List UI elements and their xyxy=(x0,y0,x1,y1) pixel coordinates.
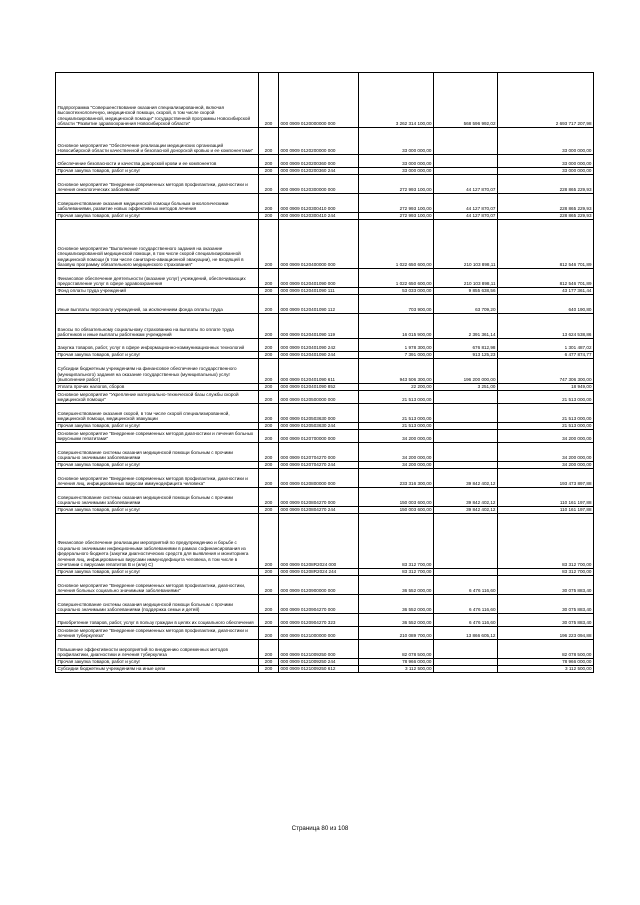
row-rest-cell: 33 000 000,00 xyxy=(498,155,594,168)
row-plan-cell: 78 966 000,00 xyxy=(359,659,434,666)
row-name-cell: Прочая закупка товаров, работ и услуг xyxy=(56,507,259,514)
row-name-cell: Основное мероприятие "Выполнение государственного задания на оказание специализированной медицинской помощи, в том числе скорой специализированной медицинской помощи (в том числе санитарно-авиационной эвакуации), не входящей в базовую программу обязательного медицинского страхования" xyxy=(56,220,259,269)
table-row xyxy=(56,430,594,443)
row-rest-cell: 78 966 000,00 xyxy=(498,659,594,666)
row-name-cell: Субсидии бюджетным учреждениям на финансовое обеспечение государственного (муниципального) задания на оказание государственных (муниципальных) услуг (выполнение работ) xyxy=(56,359,259,384)
row-kbk-cell: 000 0909 01208R2024 000 xyxy=(279,514,359,569)
row-kbk-cell: 000 0909 0120401090 611 xyxy=(279,359,359,384)
row-name-cell: Прочая закупка товаров, работ и услуг xyxy=(56,352,259,359)
row-code-cell: 200 xyxy=(259,430,279,443)
row-plan-cell: 1 022 650 600,00 xyxy=(359,220,434,269)
row-code-cell: 200 xyxy=(259,220,279,269)
row-code-cell: 200 xyxy=(259,288,279,295)
table-row xyxy=(56,443,594,462)
row-exec-cell: 44 127 870,07 xyxy=(434,194,498,213)
table-row xyxy=(56,295,594,314)
table-row xyxy=(56,339,594,352)
row-name-cell: Совершенствование системы оказания медицинской помощи больным с прочими социально значимыми заболеваниями (поддержка семьи и детей) xyxy=(56,595,259,614)
row-kbk-cell: 000 0909 0120401090 119 xyxy=(279,314,359,339)
table-row xyxy=(56,175,594,194)
row-name-cell: Основное мероприятие "Внедрение современных методов профилактики, диагностики и лечения туберкулеза" xyxy=(56,627,259,640)
row-code-cell: 200 xyxy=(259,391,279,404)
row-name-cell: Закупка товаров, работ, услуг в сфере информационно-коммуникационных технологий xyxy=(56,339,259,352)
row-exec-cell xyxy=(434,423,498,430)
row-exec-cell: 6 476 116,60 xyxy=(434,595,498,614)
row-exec-cell: 210 103 898,11 xyxy=(434,220,498,269)
row-kbk-cell: 000 0909 0120800000 000 xyxy=(279,469,359,488)
row-rest-cell: 30 075 883,40 xyxy=(498,614,594,627)
row-plan-cell: 1 022 650 600,00 xyxy=(359,269,434,288)
row-code-cell: 200 xyxy=(259,627,279,640)
table-row xyxy=(56,627,594,640)
row-exec-cell: 210 103 898,11 xyxy=(434,269,498,288)
row-kbk-cell: 000 0909 0120804270 244 xyxy=(279,507,359,514)
row-rest-cell: 640 190,80 xyxy=(498,295,594,314)
row-name-cell: Основное мероприятие "Обеспечение реализации медицинских организаций Новосибирской области качественной и безопасной донорской кровью и ее компонентами" xyxy=(56,128,259,155)
row-exec-cell xyxy=(434,640,498,659)
row-plan-cell: 21 513 000,00 xyxy=(359,423,434,430)
row-exec-cell: 44 127 870,07 xyxy=(434,175,498,194)
row-code-cell: 200 xyxy=(259,614,279,627)
row-exec-cell: 13 866 605,12 xyxy=(434,627,498,640)
row-code-cell: 200 xyxy=(259,73,279,128)
row-plan-cell: 83 312 700,00 xyxy=(359,514,434,569)
row-rest-cell: 193 473 897,88 xyxy=(498,469,594,488)
row-kbk-cell: 000 0909 0120401090 112 xyxy=(279,295,359,314)
page-number: Страница 80 из 108 xyxy=(291,825,349,832)
row-code-cell: 200 xyxy=(259,295,279,314)
row-rest-cell: 228 865 229,93 xyxy=(498,213,594,220)
row-code-cell: 200 xyxy=(259,359,279,384)
table-row xyxy=(56,595,594,614)
row-plan-cell: 150 003 600,00 xyxy=(359,507,434,514)
row-kbk-cell: 000 0909 0120904270 323 xyxy=(279,614,359,627)
row-kbk-cell: 000 0909 0120804270 000 xyxy=(279,488,359,507)
row-rest-cell: 110 161 197,88 xyxy=(498,488,594,507)
row-plan-cell: 22 200,00 xyxy=(359,384,434,391)
row-plan-cell: 34 200 000,00 xyxy=(359,462,434,469)
table-row xyxy=(56,288,594,295)
row-kbk-cell: 000 0909 0121009250 612 xyxy=(279,666,359,673)
row-rest-cell: 747 306 300,00 xyxy=(498,359,594,384)
row-name-cell: Основное мероприятие "Укрепление материально-технической базы службы скорой медицинской помощи" xyxy=(56,391,259,404)
row-rest-cell: 34 200 000,00 xyxy=(498,443,594,462)
table-row xyxy=(56,469,594,488)
row-plan-cell: 272 993 100,00 xyxy=(359,213,434,220)
row-code-cell: 200 xyxy=(259,443,279,462)
table-row xyxy=(56,404,594,423)
row-plan-cell: 21 513 000,00 xyxy=(359,404,434,423)
table-row xyxy=(56,507,594,514)
row-exec-cell xyxy=(434,462,498,469)
row-kbk-cell: 000 0909 0120400000 000 xyxy=(279,220,359,269)
row-plan-cell: 36 552 000,00 xyxy=(359,576,434,595)
row-exec-cell xyxy=(434,168,498,175)
row-rest-cell: 812 546 701,89 xyxy=(498,220,594,269)
row-name-cell: Обеспечение безопасности и качества донорской крови и ее компонентов xyxy=(56,155,259,168)
row-name-cell: Подпрограмма "Совершенствование оказания специализированной, включая высокотехнологичную, медицинской помощи, скорой, в том числе скорой специализированной, медицинской помощи" государственной программы Новосибирской области "Развитие здравоохранения Новосибирской области" xyxy=(56,73,259,128)
row-code-cell: 200 xyxy=(259,469,279,488)
row-code-cell: 200 xyxy=(259,404,279,423)
row-name-cell: Совершенствование системы оказания медицинской помощи больным с прочими социально значимыми заболеваниями xyxy=(56,443,259,462)
row-kbk-cell: 000 0909 0120300410 244 xyxy=(279,213,359,220)
table-row xyxy=(56,569,594,576)
row-code-cell: 200 xyxy=(259,640,279,659)
row-rest-cell: 3 112 500,00 xyxy=(498,666,594,673)
row-code-cell: 200 xyxy=(259,595,279,614)
row-rest-cell: 21 513 000,00 xyxy=(498,404,594,423)
row-kbk-cell: 000 0909 0120200000 000 xyxy=(279,128,359,155)
row-rest-cell: 43 177 361,44 xyxy=(498,288,594,295)
row-kbk-cell: 000 0909 0120200360 000 xyxy=(279,155,359,168)
row-exec-cell: 39 842 402,12 xyxy=(434,488,498,507)
row-name-cell: Совершенствование оказания скорой, в том числе скорой специализированной, медицинской помощи, медицинской эвакуации xyxy=(56,404,259,423)
row-plan-cell: 34 200 000,00 xyxy=(359,443,434,462)
row-plan-cell: 3 112 500,00 xyxy=(359,666,434,673)
row-code-cell: 200 xyxy=(259,576,279,595)
row-plan-cell: 233 316 300,00 xyxy=(359,469,434,488)
table-row xyxy=(56,220,594,269)
table-row xyxy=(56,423,594,430)
budget-table xyxy=(55,72,594,673)
budget-table-body xyxy=(56,73,594,673)
row-exec-cell: 913 125,23 xyxy=(434,352,498,359)
row-kbk-cell: 000 0909 0120500000 000 xyxy=(279,391,359,404)
row-name-cell: Прочая закупка товаров, работ и услуг xyxy=(56,423,259,430)
row-code-cell: 200 xyxy=(259,168,279,175)
row-rest-cell: 33 000 000,00 xyxy=(498,128,594,155)
row-name-cell: Основное мероприятие "Внедрение современных методов профилактики, диагностики и лечения онкологических заболеваний" xyxy=(56,175,259,194)
row-rest-cell: 82 078 500,00 xyxy=(498,640,594,659)
row-name-cell: Повышение эффективности мероприятий по внедрению современных методов профилактики, диагностики и лечения туберкулеза xyxy=(56,640,259,659)
table-row xyxy=(56,384,594,391)
row-exec-cell: 3 251,00 xyxy=(434,384,498,391)
row-plan-cell: 36 552 000,00 xyxy=(359,595,434,614)
row-code-cell: 200 xyxy=(259,175,279,194)
row-plan-cell: 210 089 700,00 xyxy=(359,627,434,640)
row-plan-cell: 33 000 000,00 xyxy=(359,168,434,175)
row-name-cell: Приобретение товаров, работ, услуг в пользу граждан в целях их социального обеспечения xyxy=(56,614,259,627)
row-rest-cell: 34 200 000,00 xyxy=(498,430,594,443)
table-row xyxy=(56,666,594,673)
table-row xyxy=(56,640,594,659)
row-rest-cell: 196 223 094,88 xyxy=(498,627,594,640)
row-kbk-cell: 000 0909 0120200360 244 xyxy=(279,168,359,175)
row-name-cell: Прочая закупка товаров, работ и услуг xyxy=(56,659,259,666)
row-kbk-cell: 000 0909 0120503630 244 xyxy=(279,423,359,430)
row-exec-cell: 2 391 361,14 xyxy=(434,314,498,339)
row-code-cell: 200 xyxy=(259,128,279,155)
row-plan-cell: 36 552 000,00 xyxy=(359,614,434,627)
table-row xyxy=(56,168,594,175)
row-kbk-cell: 000 0909 0121009250 244 xyxy=(279,659,359,666)
row-rest-cell: 34 200 000,00 xyxy=(498,462,594,469)
row-kbk-cell: 000 0909 0120704270 244 xyxy=(279,462,359,469)
row-code-cell: 200 xyxy=(259,384,279,391)
row-plan-cell: 3 262 314 100,00 xyxy=(359,73,434,128)
table-row xyxy=(56,514,594,569)
row-code-cell: 200 xyxy=(259,488,279,507)
table-row xyxy=(56,352,594,359)
row-rest-cell: 110 161 197,88 xyxy=(498,507,594,514)
row-kbk-cell: 000 0909 0120300410 000 xyxy=(279,194,359,213)
row-exec-cell: 568 596 992,02 xyxy=(434,73,498,128)
row-code-cell: 200 xyxy=(259,213,279,220)
table-row xyxy=(56,128,594,155)
row-exec-cell: 39 842 402,12 xyxy=(434,507,498,514)
table-row xyxy=(56,194,594,213)
row-name-cell: Прочая закупка товаров, работ и услуг xyxy=(56,569,259,576)
table-row xyxy=(56,391,594,404)
row-plan-cell: 21 513 000,00 xyxy=(359,391,434,404)
row-plan-cell: 16 015 900,00 xyxy=(359,314,434,339)
row-code-cell: 200 xyxy=(259,155,279,168)
row-kbk-cell: 000 0909 0120503630 000 xyxy=(279,404,359,423)
table-row xyxy=(56,359,594,384)
row-kbk-cell: 000 0909 0120000000 000 xyxy=(279,73,359,128)
row-exec-cell xyxy=(434,128,498,155)
row-plan-cell: 33 000 000,00 xyxy=(359,155,434,168)
row-exec-cell: 676 812,98 xyxy=(434,339,498,352)
row-exec-cell: 39 842 402,12 xyxy=(434,469,498,488)
row-name-cell: Прочая закупка товаров, работ и услуг xyxy=(56,168,259,175)
row-kbk-cell: 000 0909 0121000000 000 xyxy=(279,627,359,640)
row-plan-cell: 272 993 100,00 xyxy=(359,194,434,213)
row-plan-cell: 33 000 000,00 xyxy=(359,128,434,155)
row-exec-cell xyxy=(434,155,498,168)
row-rest-cell: 21 513 000,00 xyxy=(498,391,594,404)
row-kbk-cell: 000 0909 0120401090 111 xyxy=(279,288,359,295)
row-name-cell: Прочая закупка товаров, работ и услуг xyxy=(56,462,259,469)
row-name-cell: Основное мероприятие "Внедрение современных методов профилактики, диагностики и лечения лиц, инфицированных вирусом иммунодефицита человека" xyxy=(56,469,259,488)
row-kbk-cell: 000 0909 0120401090 244 xyxy=(279,352,359,359)
row-kbk-cell: 000 0909 0120401090 242 xyxy=(279,339,359,352)
row-plan-cell: 272 993 100,00 xyxy=(359,175,434,194)
row-code-cell: 200 xyxy=(259,423,279,430)
row-code-cell: 200 xyxy=(259,269,279,288)
table-row xyxy=(56,155,594,168)
row-rest-cell: 83 312 700,00 xyxy=(498,569,594,576)
row-exec-cell: 63 709,20 xyxy=(434,295,498,314)
row-rest-cell: 21 513 000,00 xyxy=(498,423,594,430)
row-exec-cell xyxy=(434,659,498,666)
row-name-cell: Субсидии бюджетным учреждениям на иные цели xyxy=(56,666,259,673)
row-exec-cell: 6 476 116,60 xyxy=(434,576,498,595)
table-row xyxy=(56,269,594,288)
row-exec-cell: 9 855 638,56 xyxy=(434,288,498,295)
row-code-cell: 200 xyxy=(259,314,279,339)
row-exec-cell: 196 200 000,00 xyxy=(434,359,498,384)
row-rest-cell: 2 693 717 207,98 xyxy=(498,73,594,128)
row-exec-cell xyxy=(434,404,498,423)
row-exec-cell: 44 127 870,07 xyxy=(434,213,498,220)
row-kbk-cell: 000 0909 0120704270 000 xyxy=(279,443,359,462)
row-code-cell: 200 xyxy=(259,507,279,514)
row-exec-cell xyxy=(434,569,498,576)
row-name-cell: Финансовое обеспечение реализации мероприятий по предупреждению и борьбе с социально значимыми инфекционными заболеваниями в рамках софинансирования из федерального бюджета (закупки диагностических средств для выявления и мониторинга лечения лиц, инфицированных вирусами иммунодефицита человека, в том числе в сочетании с вирусами гепатитов B и (или) C) xyxy=(56,514,259,569)
row-name-cell: Фонд оплаты труда учреждений xyxy=(56,288,259,295)
table-row xyxy=(56,73,594,128)
table-row xyxy=(56,462,594,469)
row-plan-cell: 1 978 300,00 xyxy=(359,339,434,352)
row-code-cell: 200 xyxy=(259,462,279,469)
row-rest-cell: 18 949,00 xyxy=(498,384,594,391)
row-name-cell: Иные выплаты персоналу учреждений, за исключением фонда оплаты труда xyxy=(56,295,259,314)
row-code-cell: 200 xyxy=(259,194,279,213)
row-code-cell: 200 xyxy=(259,659,279,666)
row-rest-cell: 1 301 487,02 xyxy=(498,339,594,352)
row-name-cell: Основное мероприятие "Внедрение современных методов профилактики, диагностики, лечения больных социально значимыми заболеваниями" xyxy=(56,576,259,595)
row-rest-cell: 228 865 229,93 xyxy=(498,194,594,213)
row-plan-cell: 703 900,00 xyxy=(359,295,434,314)
row-rest-cell: 6 477 874,77 xyxy=(498,352,594,359)
row-kbk-cell: 000 0909 0121009250 000 xyxy=(279,640,359,659)
row-kbk-cell: 000 0909 0120904270 000 xyxy=(279,595,359,614)
table-row xyxy=(56,314,594,339)
row-code-cell: 200 xyxy=(259,666,279,673)
row-plan-cell: 53 033 000,00 xyxy=(359,288,434,295)
row-rest-cell: 812 546 701,89 xyxy=(498,269,594,288)
row-kbk-cell: 000 0909 0120900000 000 xyxy=(279,576,359,595)
row-code-cell: 200 xyxy=(259,339,279,352)
row-exec-cell xyxy=(434,514,498,569)
table-row xyxy=(56,659,594,666)
row-plan-cell: 34 200 000,00 xyxy=(359,430,434,443)
row-rest-cell: 228 865 229,93 xyxy=(498,175,594,194)
row-rest-cell: 30 075 883,40 xyxy=(498,576,594,595)
row-exec-cell xyxy=(434,443,498,462)
row-plan-cell: 7 391 000,00 xyxy=(359,352,434,359)
row-code-cell: 200 xyxy=(259,514,279,569)
row-plan-cell: 943 506 300,00 xyxy=(359,359,434,384)
row-rest-cell: 83 312 700,00 xyxy=(498,514,594,569)
row-exec-cell: 6 476 116,60 xyxy=(434,614,498,627)
row-name-cell: Основное мероприятие "Внедрение современных методов диагностики и лечения больных вирусными гепатитами" xyxy=(56,430,259,443)
row-rest-cell: 13 624 538,86 xyxy=(498,314,594,339)
row-kbk-cell: 000 0909 0120401090 000 xyxy=(279,269,359,288)
row-name-cell: Финансовое обеспечение деятельности (оказание услуг) учреждений, обеспечивающих предоставление услуг в сфере здравоохранения xyxy=(56,269,259,288)
row-exec-cell xyxy=(434,430,498,443)
row-rest-cell: 30 075 883,40 xyxy=(498,595,594,614)
table-row xyxy=(56,213,594,220)
row-plan-cell: 83 312 700,00 xyxy=(359,569,434,576)
table-row xyxy=(56,488,594,507)
row-plan-cell: 82 078 500,00 xyxy=(359,640,434,659)
row-code-cell: 200 xyxy=(259,352,279,359)
row-kbk-cell: 000 0909 0120700000 000 xyxy=(279,430,359,443)
row-name-cell: Совершенствование оказания медицинской помощи больным онкологическими заболеваниями, развитие новых эффективных методов лечения xyxy=(56,194,259,213)
row-kbk-cell: 000 0909 0120401090 852 xyxy=(279,384,359,391)
row-rest-cell: 33 000 000,00 xyxy=(498,168,594,175)
table-row xyxy=(56,576,594,595)
row-name-cell: Взносы по обязательному социальному страхованию на выплаты по оплате труда работников и иные выплаты работникам учреждений xyxy=(56,314,259,339)
row-exec-cell xyxy=(434,666,498,673)
row-name-cell: Уплата прочих налогов, сборов xyxy=(56,384,259,391)
row-kbk-cell: 000 0909 01208R2024 244 xyxy=(279,569,359,576)
row-name-cell: Прочая закупка товаров, работ и услуг xyxy=(56,213,259,220)
row-exec-cell xyxy=(434,391,498,404)
table-row xyxy=(56,614,594,627)
row-kbk-cell: 000 0909 0120300000 000 xyxy=(279,175,359,194)
row-name-cell: Совершенствование системы оказания медицинской помощи больным с прочими социально значимыми заболеваниями xyxy=(56,488,259,507)
row-code-cell: 200 xyxy=(259,569,279,576)
row-plan-cell: 150 003 600,00 xyxy=(359,488,434,507)
